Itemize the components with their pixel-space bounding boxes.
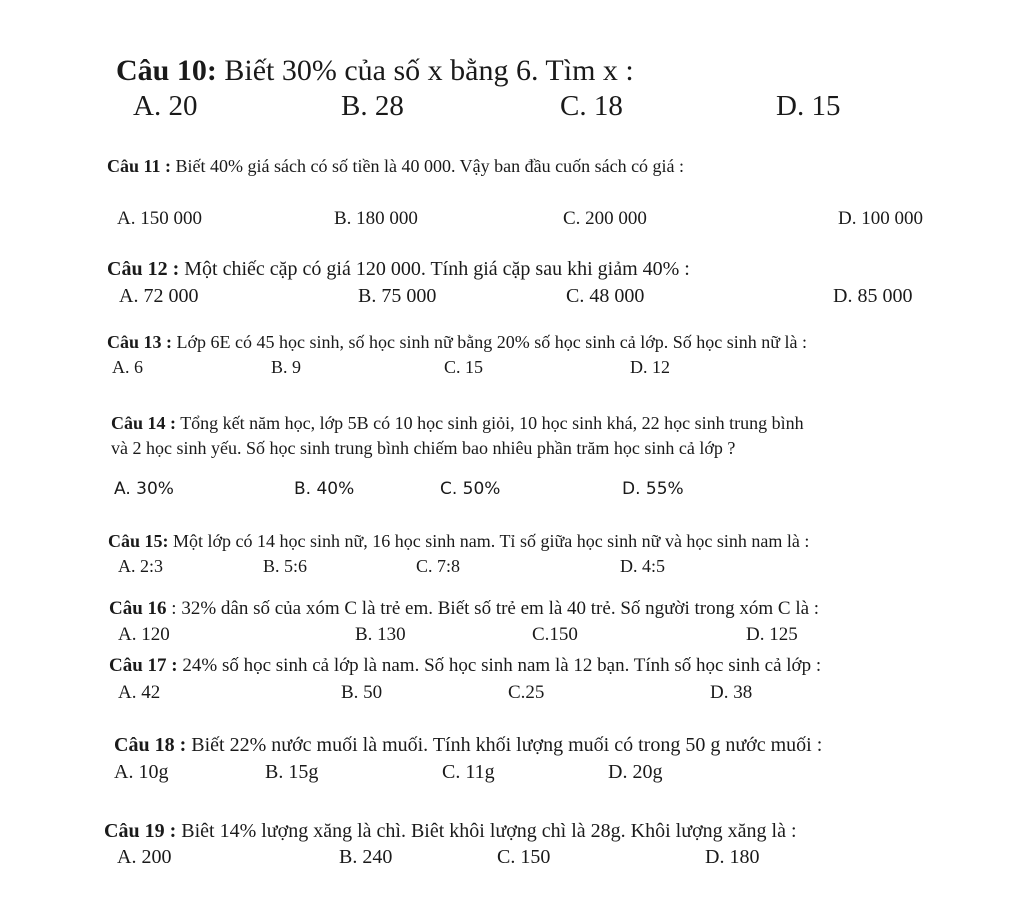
question-12 — [107, 258, 690, 281]
option-b: B. 28 — [341, 90, 404, 122]
option-c: C. 48 000 — [566, 285, 645, 307]
question-text: Một lớp có 14 học sinh nữ, 16 học sinh nam. Tỉ số giữa học sinh nữ và học sinh nam là : — [168, 531, 810, 551]
option-c: C. 150 — [497, 846, 551, 868]
option-d: D. 125 — [746, 624, 798, 645]
option-d: D. 55% — [622, 479, 684, 499]
option-b: B. 130 — [355, 624, 406, 645]
option-a: A. 72 000 — [119, 285, 199, 307]
option-d: D. 180 — [705, 846, 760, 868]
question-label: Câu 19 : — [104, 820, 177, 842]
option-b: B. 50 — [341, 682, 383, 703]
option-c: C. 50% — [440, 479, 501, 499]
question-text: Biết 30% của số x bằng 6. Tìm x : — [216, 54, 634, 87]
option-c: C. 18 — [560, 90, 623, 122]
option-b: B. 9 — [271, 357, 302, 377]
option-a: A. 20 — [133, 90, 198, 122]
option-a: A. 200 — [117, 846, 172, 868]
question-10 — [116, 54, 634, 88]
question-16 — [109, 598, 819, 620]
question-15 — [108, 531, 809, 552]
question-17 — [109, 655, 821, 677]
option-d: D. 38 — [710, 682, 753, 703]
option-a: A. 10g — [114, 761, 169, 783]
option-d: D. 15 — [776, 90, 841, 122]
option-a: A. 30% — [114, 479, 174, 499]
question-13 — [107, 332, 807, 353]
option-d: D. 12 — [630, 357, 670, 377]
question-11 — [107, 156, 684, 177]
question-label: Câu 16 — [109, 598, 167, 619]
question-text: Một chiếc cặp có giá 120 000. Tính giá cặp sau khi giảm 40% : — [179, 258, 690, 280]
question-text: Biết 22% nước muối là muối. Tính khối lượng muối có trong 50 g nước muối : — [186, 734, 823, 756]
option-b: B. 240 — [339, 846, 393, 868]
question-18 — [114, 734, 822, 757]
question-label: Câu 13 : — [107, 332, 173, 352]
question-label: Câu 17 : — [109, 655, 178, 676]
question-text-line-2: và 2 học sinh yếu. Số học sinh trung bình chiếm bao nhiêu phần trăm học sinh cả lớp ? — [111, 438, 736, 458]
question-text: Biết 40% giá sách có số tiền là 40 000. Vậy ban đầu cuốn sách có giá : — [171, 156, 685, 176]
option-a: A. 120 — [118, 624, 170, 645]
option-c: C. 7:8 — [416, 556, 461, 576]
question-text: : 32% dân số của xóm C là trẻ em. Biết số trẻ em là 40 trẻ. Số người trong xóm C là : — [166, 598, 820, 619]
question-label: Câu 12 : — [107, 258, 180, 280]
option-b: B. 75 000 — [358, 285, 437, 307]
option-a: A. 42 — [118, 682, 161, 703]
option-d: D. 20g — [608, 761, 663, 783]
question-label: Câu 10: — [116, 54, 217, 87]
question-14 — [111, 413, 804, 434]
question-19 — [104, 820, 797, 843]
option-b: B. 5:6 — [263, 556, 308, 576]
question-text: Tổng kết năm học, lớp 5B có 10 học sinh giỏi, 10 học sinh khá, 22 học sinh trung bình — [176, 413, 804, 433]
option-b: B. 40% — [294, 479, 355, 499]
option-c: C.25 — [508, 682, 545, 703]
question-label: Câu 11 : — [107, 156, 172, 176]
option-c: C. 200 000 — [563, 208, 647, 229]
question-text: Biêt 14% lượng xăng là chì. Biêt khôi lượng chì là 28g. Khôi lượng xăng là : — [176, 820, 797, 842]
option-d: D. 85 000 — [833, 285, 913, 307]
option-a: A. 2:3 — [118, 556, 163, 576]
option-a: A. 6 — [112, 357, 143, 377]
option-d: D. 4:5 — [620, 556, 665, 576]
question-label: Câu 15: — [108, 531, 169, 551]
option-b: B. 180 000 — [334, 208, 418, 229]
option-b: B. 15g — [265, 761, 319, 783]
question-label: Câu 18 : — [114, 734, 187, 756]
question-label: Câu 14 : — [111, 413, 177, 433]
question-text: Lớp 6E có 45 học sinh, số học sinh nữ bằng 20% số học sinh cả lớp. Số học sinh nữ là : — [172, 332, 807, 352]
option-c: C. 15 — [444, 357, 484, 377]
option-c: C. 11g — [442, 761, 495, 783]
question-text: 24% số học sinh cả lớp là nam. Số học sinh nam là 12 bạn. Tính số học sinh cả lớp : — [177, 655, 822, 676]
option-a: A. 150 000 — [117, 208, 202, 229]
option-d: D. 100 000 — [838, 208, 923, 229]
option-c: C.150 — [532, 624, 578, 645]
